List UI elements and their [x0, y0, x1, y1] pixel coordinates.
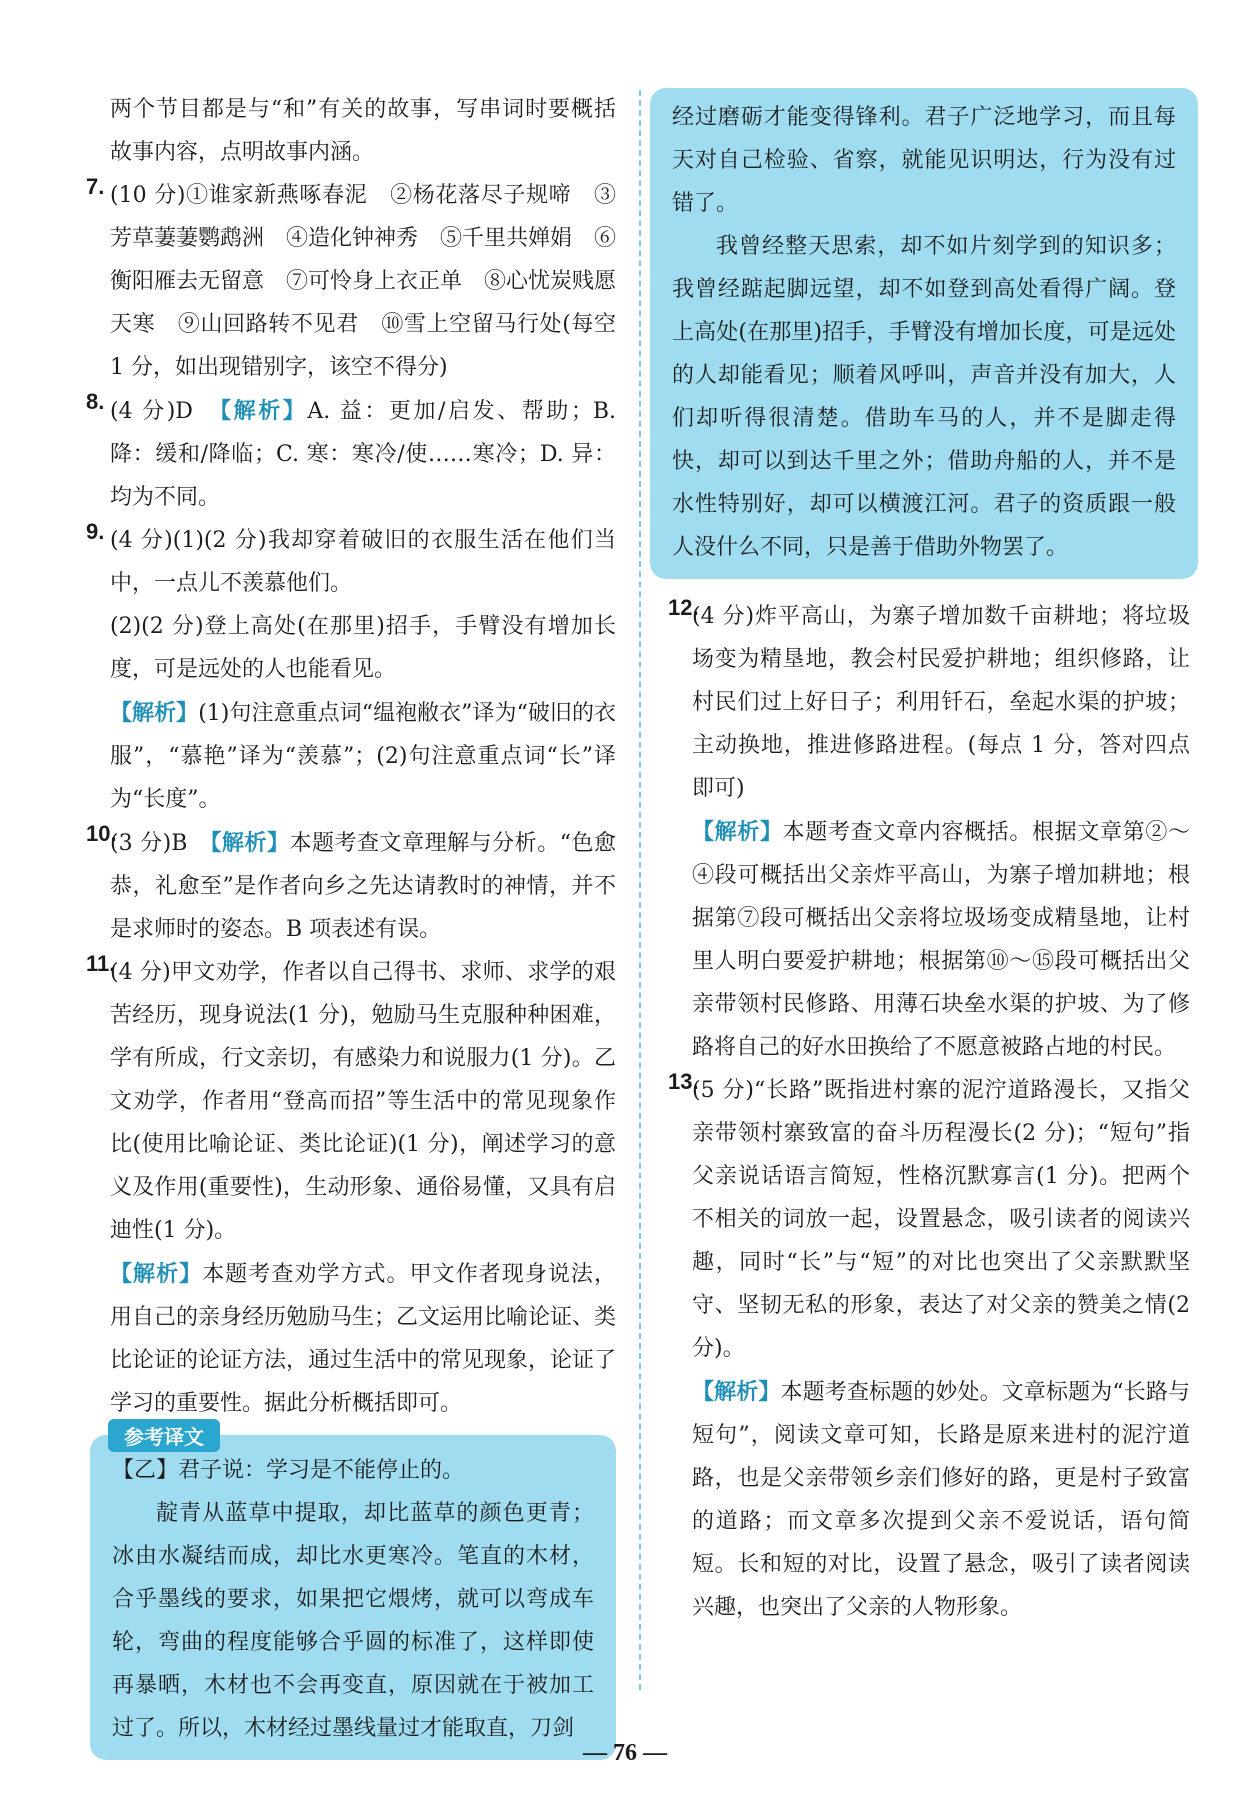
answer-choice: (4 分)D	[110, 399, 221, 424]
answer-part-1: (4 分)(1)(2 分)我却穿着破旧的衣服生活在他们当中，一点儿不羡慕他们。	[110, 528, 616, 596]
answer-part-2: (2)(2 分)登上高处(在那里)招手，手臂没有增加长度，可是远处的人也能看见。	[110, 614, 616, 682]
question-12	[668, 595, 1190, 1069]
analysis-tag: 【解析】	[692, 1379, 781, 1404]
question-number: 13.	[668, 1069, 699, 1094]
question-text	[110, 389, 616, 519]
question-text	[110, 821, 616, 951]
translation-paragraph-1: 【乙】君子说：学习是不能停止的。	[112, 1458, 465, 1483]
question-text: (10 分)①谁家新燕啄春泥 ②杨花落尽子规啼 ③芳草萋萋鹦鹉洲 ④造化钟神秀 ⑤千里共婵娟 ⑥衡阳雁去无留意 ⑦可怜身上衣正单 ⑧心忧炭贱愿天寒 ⑨山回路转不见君 ⑩雪上空留马行处(每空 1 分，如出现错别字，该空不得分)	[110, 183, 617, 380]
answer-text: (4 分)甲文劝学，作者以自己得书、求师、求学的艰苦经历，现身说法(1 分)，勉励马生克服种种困难，学有所成，行文亲切，有感染力和说服力(1 分)。乙文劝学，作者用“登高而招”等生活中的常见现象作比(使用比喻论证、类比论证)(1 分)，阐述学习的意义及作用(重要性)，生动形象、通俗易懂，又具有启迪性(1 分)。	[110, 960, 616, 1243]
answer-text: (4 分)炸平高山，为寨子增加数千亩耕地；将垃圾场变为精垦地，教会村民爱护耕地；组织修路，让村民们过上好日子；利用钎石，垒起水渠的护坡；主动换地，推进修路进程。(每点 1 分，答对四点即可)	[692, 604, 1190, 801]
analysis-text: (1)句注意重点词“缊袍敝衣”译为“破旧的衣服”，“慕艳”译为“羡慕”；(2)句注意重点词“长”译为“长度”。	[110, 701, 616, 812]
analysis-tag: 【解析】	[692, 819, 783, 844]
analysis-paragraph	[692, 810, 1190, 1069]
analysis-text: 本题考查文章内容概括。根据文章第②～④段可概括出父亲炸平高山，为寨子增加耕地；根据第⑦段可概括出父亲将垃圾场变成精垦地，让村里人明白要爱护耕地；根据第⑩～⑮段可概括出父亲带领村民修路、用薄石块垒水渠的护坡、为了修路将自己的好水田换给了不愿意被路占地的村民。	[692, 820, 1190, 1060]
question-number: 12.	[668, 595, 699, 620]
analysis-tag: 【解析】	[110, 700, 199, 725]
answer-text: (5 分)“长路”既指进村寨的泥泞道路漫长，又指父亲带领村寨致富的奋斗历程漫长(2 分)；“短句”指父亲说话语言简短，性格沉默寡言(1 分)。把两个不相关的词放一起，设置悬念，吸引读者的阅读兴趣，同时“长”与“短”的对比也突出了父亲默默坚守、坚韧无私的形象，表达了对父亲的赞美之情(2 分)。	[692, 1078, 1190, 1361]
analysis-tag: 【解析】	[210, 830, 290, 855]
page-number: — 76 —	[583, 1740, 667, 1766]
translation-paragraph-4: 我曾经整天思索，却不如片刻学到的知识多；我曾经踮起脚远望，却不如登到高处看得广阔。登上高处(在那里)招手，手臂没有增加长度，可是远处的人却能看见；顺着风呼叫，声音并没有加大，人们却听得很清楚。借助车马的人，并不是脚走得快，却可以到达千里之外；借助舟船的人，并不是水性特别好，却可以横渡江河。君子的资质跟一般人没什么不同，只是善于借助外物罢了。	[672, 234, 1176, 560]
question-number: 11.	[86, 951, 116, 976]
right-column	[668, 88, 1190, 1629]
question-11	[86, 951, 616, 1425]
question-number: 7.	[86, 174, 105, 199]
analysis-paragraph	[692, 1370, 1190, 1629]
answer-choice: (3 分)B	[110, 831, 211, 856]
translation-paragraph-2: 靛青从蓝草中提取，却比蓝草的颜色更青；冰由水凝结而成，却比水更寒冷。笔直的木材，合乎墨线的要求，如果把它煨烤，就可以弯成车轮，弯曲的程度能够合乎圆的标准了，这样即使再暴晒，木材也不会再变直，原因就在于被加工过了。所以，木材经过墨线量过才能取直，刀剑	[112, 1501, 594, 1741]
translation-badge: 参考译文	[108, 1419, 220, 1452]
question-number: 8.	[86, 389, 105, 414]
translation-box	[90, 1427, 616, 1760]
question-13	[668, 1069, 1190, 1629]
analysis-text: A. 益：更加/启发、帮助；B. 降：缓和/降临；C. 寒：寒冷/使……寒冷；D. 异：均为不同。	[110, 399, 616, 510]
question-10	[86, 821, 616, 951]
column-divider	[639, 90, 641, 1690]
left-column	[86, 88, 616, 1760]
analysis-paragraph	[110, 1252, 616, 1425]
question-9	[86, 519, 616, 821]
question-8	[86, 389, 616, 519]
translation-paragraph-3: 经过磨砺才能变得锋利。君子广泛地学习，而且每天对自己检验、省察，就能见识明达，行为没有过错了。	[672, 105, 1176, 216]
question-number: 9.	[86, 519, 105, 544]
analysis-text: 本题考查劝学方式。甲文作者现身说法，用自己的亲身经历勉励马生；乙文运用比喻论证、类比论证的论证方法，通过生活中的常见现象，论证了学习的重要性。据此分析概括即可。	[110, 1262, 617, 1416]
analysis-tag: 【解析】	[220, 398, 308, 423]
analysis-tag: 【解析】	[110, 1261, 203, 1286]
question-7	[86, 174, 616, 389]
analysis-paragraph	[110, 691, 616, 821]
intro-text: 两个节目都是与“和”有关的故事，写串词时要概括故事内容，点明故事内涵。	[110, 97, 616, 165]
analysis-text: 本题考查标题的妙处。文章标题为“长路与短句”，阅读文章可知，长路是原来进村的泥泞道路，也是父亲带领乡亲们修好的路，更是村子致富的道路；而文章多次提到父亲不爱说话，语句简短。长和短的对比，设置了悬念，吸引了读者阅读兴趣，也突出了父亲的人物形象。	[692, 1380, 1190, 1620]
analysis-text: 本题考查文章理解与分析。“色愈恭，礼愈至”是作者向乡之先达请教时的神情，并不是求师时的姿态。B 项表述有误。	[110, 831, 616, 942]
question-number: 10.	[86, 821, 117, 846]
translation-box-continued	[650, 88, 1198, 579]
